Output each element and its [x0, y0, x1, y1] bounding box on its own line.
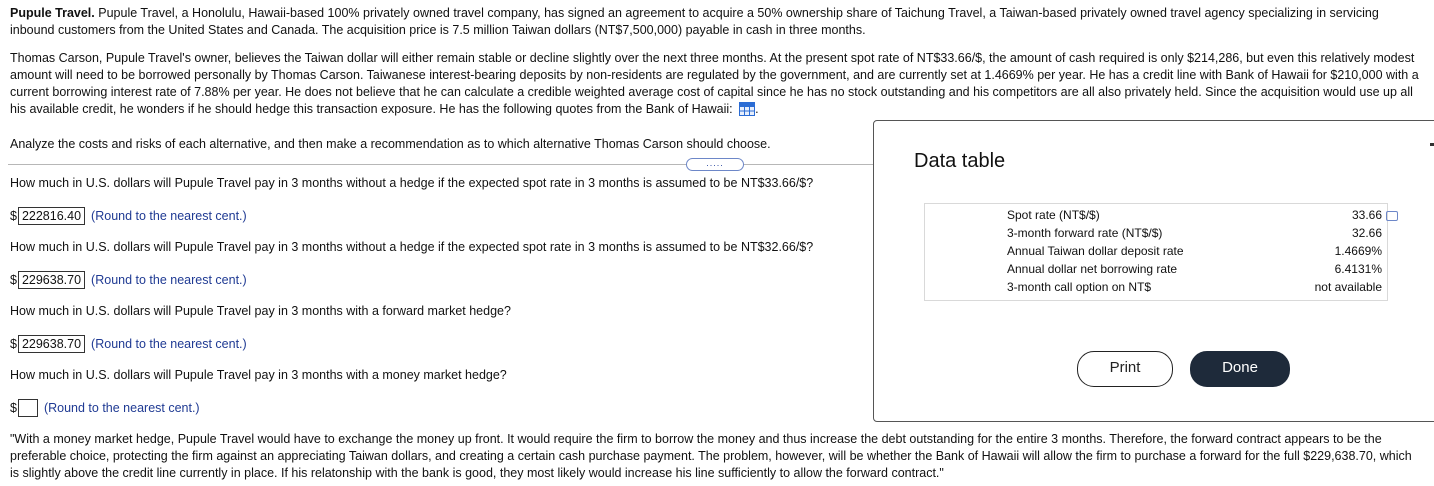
problem-body-period: . [755, 102, 759, 116]
instruction-text: Analyze the costs and risks of each alternative, and then make a recommendation as to which alternative Thomas Carson should choose. [10, 137, 771, 151]
answer-field-2[interactable]: 229638.70 [18, 271, 85, 289]
table-row [1007, 278, 1382, 296]
table-row [1007, 224, 1382, 242]
round-hint: (Round to the nearest cent.) [91, 337, 247, 351]
data-table [924, 203, 1388, 301]
question-2: How much in U.S. dollars will Pupule Travel pay in 3 months without a hedge if the expected spot rate in 3 months is assumed to be NT$32.66/$? [10, 240, 814, 254]
table-row [1007, 206, 1382, 224]
conclusion-text: "With a money market hedge, Pupule Travel would have to exchange the money up front. It would require the firm to borrow the money and thus increase the debt outstanding for the entire 3 months. Therefore, the forward contract appears to be the preferable choice, protecting the firm against an appreciating Taiwan dollars, and creating a certain cash purchase payment. The problem, however, will be whether the Bank of Hawaii will allow the firm to purchase a forward for the full $229,638.70, which is slightly above the credit line currently in place. If his relatonship with the bank is good, they most likely would increase his line sufficiently to allow the forward contract." [10, 432, 1412, 480]
row-value: 33.66 [1351, 208, 1382, 222]
problem-body [10, 50, 1420, 118]
data-table-modal [873, 120, 1434, 422]
round-hint: (Round to the nearest cent.) [91, 209, 247, 223]
copy-icon[interactable] [1386, 211, 1398, 221]
table-row [1007, 242, 1382, 260]
row-label: 3-month forward rate (NT$/$) [1007, 226, 1163, 240]
print-button[interactable]: Print [1077, 351, 1173, 387]
section-divider [8, 164, 874, 165]
question-3: How much in U.S. dollars will Pupule Travel pay in 3 months with a forward market hedge? [10, 304, 511, 318]
problem-intro-text: Pupule Travel, a Honolulu, Hawaii-based 100% privately owned travel company, has signed an agreement to acquire a 50% ownership share of Taichung Travel, a Taiwan-based privately owned travel agency specializing in servicing inbound customers from the United States and Canada. The acquisition price is 7.5 million Taiwan dollars (NT$7,500,000) payable in cash in three months. [10, 6, 1379, 37]
round-hint: (Round to the nearest cent.) [91, 273, 247, 287]
done-button[interactable]: Done [1190, 351, 1290, 387]
currency-symbol: $ [10, 209, 17, 223]
row-value: 6.4131% [1334, 262, 1382, 276]
problem-intro [10, 5, 1420, 39]
currency-symbol: $ [10, 273, 17, 287]
row-value: 32.66 [1351, 226, 1382, 240]
row-label: Annual Taiwan dollar deposit rate [1007, 244, 1184, 258]
currency-symbol: $ [10, 401, 17, 415]
question-4: How much in U.S. dollars will Pupule Travel pay in 3 months with a money market hedge? [10, 368, 507, 382]
table-row [1007, 260, 1382, 278]
row-label: Annual dollar net borrowing rate [1007, 262, 1178, 276]
modal-title: Data table [914, 150, 1006, 172]
problem-body-text: Thomas Carson, Pupule Travel's owner, believes the Taiwan dollar will either remain stable or decline slightly over the next three months. At the present spot rate of NT$33.66/$, the amount of cash required is only $214,286, but even this relatively modest amount will need to be borrowed personally by Thomas Carson. Taiwanese interest-bearing deposits by non-residents are regulated by the government, and are currently set at 1.4669% per year. He has a credit line with Bank of Hawaii for $210,000 with a current borrowing interest rate of 7.88% per year. He does not believe that he can calculate a credible weighted average cost of capital since he has no stock outstanding and his competitors are all also privately held. Since the acquisition would use up all his available credit, he wonders if he should hedge this transaction exposure. He has the following quotes from the Bank of Hawaii: [10, 51, 1419, 116]
answer-line-4 [10, 399, 200, 417]
row-value: 1.4669% [1334, 244, 1382, 258]
answer-field-1[interactable]: 222816.40 [18, 207, 85, 225]
row-label: 3-month call option on NT$ [1007, 280, 1152, 294]
row-value: not available [1314, 280, 1382, 294]
data-table-icon[interactable] [739, 102, 755, 116]
answer-line-1 [10, 207, 247, 225]
answer-field-4[interactable] [18, 399, 38, 417]
expand-dots-button[interactable]: ..... [686, 158, 744, 171]
minimize-icon[interactable] [1430, 143, 1434, 146]
row-label: Spot rate (NT$/$) [1007, 208, 1100, 222]
answer-line-3 [10, 335, 247, 353]
currency-symbol: $ [10, 337, 17, 351]
round-hint: (Round to the nearest cent.) [43, 401, 200, 415]
question-1: How much in U.S. dollars will Pupule Travel pay in 3 months without a hedge if the expected spot rate in 3 months is assumed to be NT$33.66/$? [10, 176, 814, 190]
answer-line-2 [10, 271, 247, 289]
problem-title: Pupule Travel. [10, 6, 95, 20]
answer-field-3[interactable]: 229638.70 [18, 335, 85, 353]
